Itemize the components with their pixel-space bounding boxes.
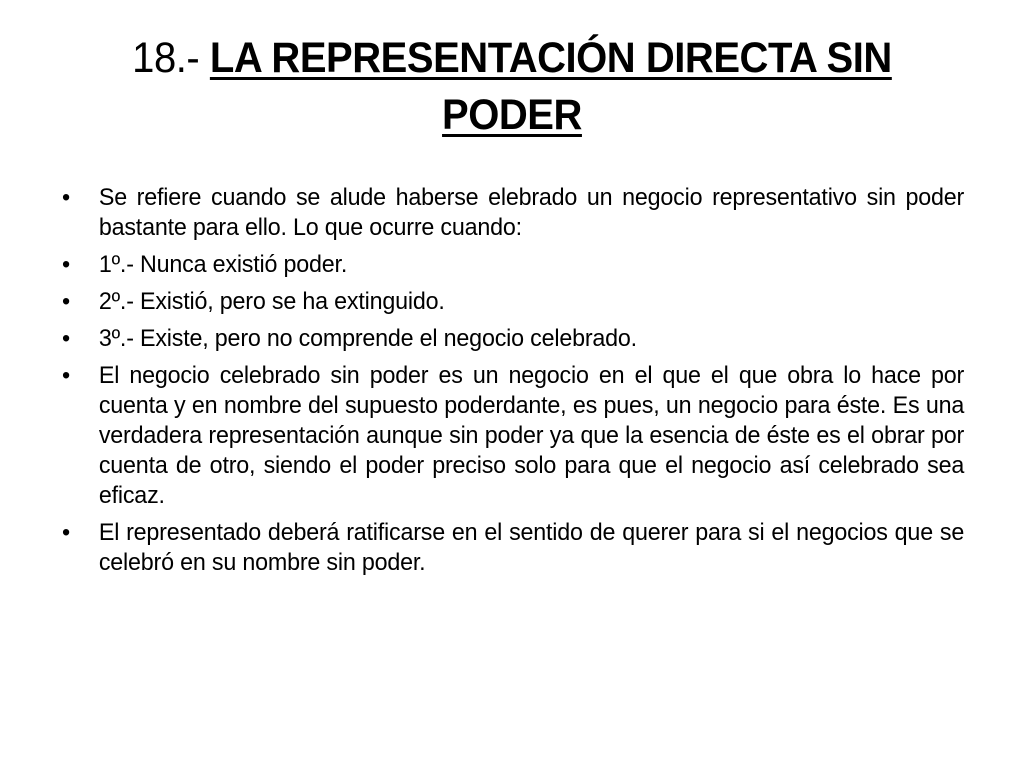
bullet-icon: • <box>62 325 70 352</box>
list-item <box>62 287 964 317</box>
bullet-icon: • <box>62 519 70 546</box>
bullet-icon: • <box>62 288 70 315</box>
list-item <box>62 250 964 280</box>
bullet-icon: • <box>62 251 70 278</box>
slide-title <box>73 30 951 144</box>
list-item-text: 2º.- Existió, pero se ha extinguido. <box>98 288 445 315</box>
title-heading: LA REPRESENTACIÓN DIRECTA SIN PODER <box>209 34 892 139</box>
list-item-text: 3º.- Existe, pero no comprende el negocio celebrado. <box>98 325 637 352</box>
bullet-icon: • <box>62 362 70 389</box>
title-number: 18.- <box>132 34 210 82</box>
list-item <box>62 361 964 511</box>
list-item <box>62 518 964 578</box>
list-item-text: El representado deberá ratificarse en el sentido de querer para si el negocios que se celebró en su nombre sin poder. <box>98 519 965 576</box>
list-item-text: Se refiere cuando se alude haberse elebrado un negocio representativo sin poder bastante para ello. Lo que ocurre cuando: <box>98 184 965 241</box>
bullet-icon: • <box>62 184 70 211</box>
list-item <box>62 324 964 354</box>
list-item-text: El negocio celebrado sin poder es un negocio en el que el que obra lo hace por cuenta y en nombre del supuesto poderdante, es pues, un negocio para éste. Es una verdadera representación aunque sin poder ya que la esencia de éste es el obrar por cuenta de otro, siendo el poder preciso solo para que el negocio así celebrado sea eficaz. <box>98 362 965 509</box>
list-item <box>62 183 964 243</box>
bullet-list <box>62 183 965 585</box>
list-item-text: 1º.- Nunca existió poder. <box>98 251 348 278</box>
